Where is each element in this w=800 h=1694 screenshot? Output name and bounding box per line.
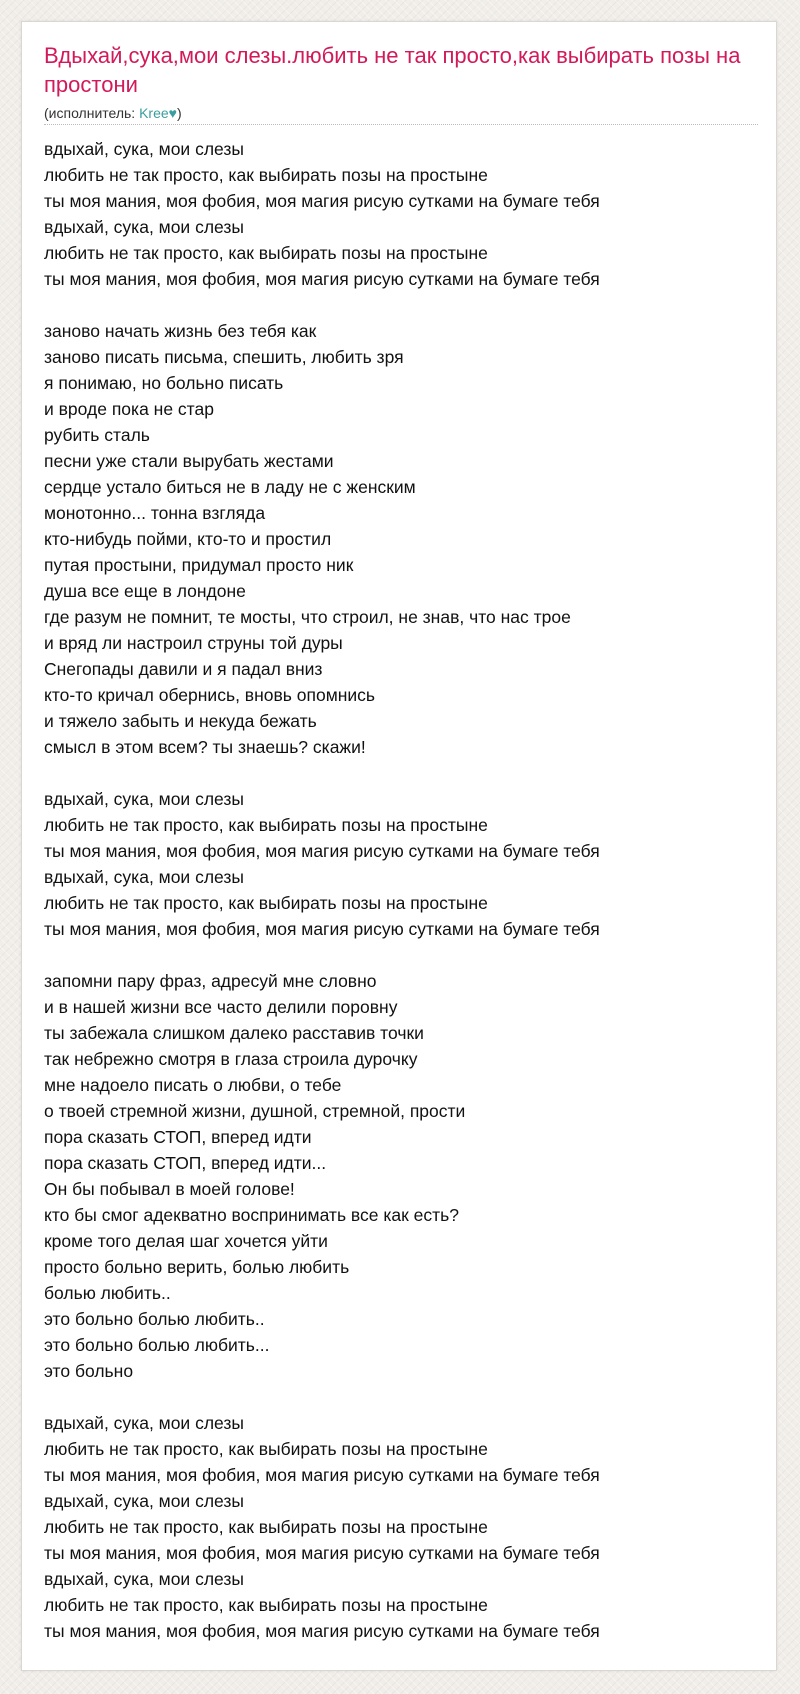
artist-suffix: ) — [176, 105, 182, 121]
lyrics-line: кто-то кричал обернись, вновь опомнись — [44, 685, 376, 705]
artist-prefix: (исполнитель: — [44, 105, 140, 121]
lyrics-line: рубить сталь — [44, 425, 150, 445]
lyrics-line: смысл в этом всем? ты знаешь? скажи! — [44, 737, 366, 757]
lyrics-line: Снегопады давили и я падал вниз — [44, 659, 323, 679]
lyrics-line: любить не так просто, как выбирать позы на простыне — [44, 1439, 488, 1459]
lyrics-text — [44, 136, 758, 1670]
lyrics-line: и вроде пока не стар — [44, 399, 214, 419]
lyrics-line: вдыхай, сука, мои слезы — [44, 1413, 244, 1433]
lyrics-line: любить не так просто, как выбирать позы на простыне — [44, 893, 488, 913]
lyrics-line: пора сказать СТОП, вперед идти — [44, 1127, 312, 1147]
lyrics-line: любить не так просто, как выбирать позы на простыне — [44, 1517, 488, 1537]
lyrics-line: ты моя мания, моя фобия, моя магия рисую сутками на бумаге тебя — [44, 1543, 600, 1563]
lyrics-line: вдыхай, сука, мои слезы — [44, 1569, 244, 1589]
lyrics-line: болью любить.. — [44, 1283, 171, 1303]
lyrics-line: ты моя мания, моя фобия, моя магия рисую сутками на бумаге тебя — [44, 1465, 600, 1485]
lyrics-line: это больно болью любить.. — [44, 1309, 265, 1329]
lyrics-line: и в нашей жизни все часто делили поровну — [44, 997, 398, 1017]
lyrics-stanza — [44, 786, 758, 942]
lyrics-line: вдыхай, сука, мои слезы — [44, 867, 244, 887]
lyrics-line: и вряд ли настроил струны той дуры — [44, 633, 343, 653]
lyrics-line: любить не так просто, как выбирать позы на простыне — [44, 243, 488, 263]
lyrics-line: запомни пару фраз, адресуй мне словно — [44, 971, 377, 991]
lyrics-line: сердце устало биться не в ладу не с женским — [44, 477, 416, 497]
song-title: Вдыхай,сука,мои слезы.любить не так просто,как выбирать позы на простони — [44, 43, 741, 97]
lyrics-line: душа все еще в лондоне — [44, 581, 246, 601]
lyrics-line: Он бы побывал в моей голове! — [44, 1179, 295, 1199]
lyrics-line: ты моя мания, моя фобия, моя магия рисую сутками на бумаге тебя — [44, 1621, 600, 1641]
lyrics-line: ты моя мания, моя фобия, моя магия рисую сутками на бумаге тебя — [44, 269, 600, 289]
lyrics-line: это больно болью любить... — [44, 1335, 270, 1355]
lyrics-line: это больно — [44, 1361, 134, 1381]
lyrics-line: о твоей стремной жизни, душной, стремной, прости — [44, 1101, 466, 1121]
lyrics-stanza — [44, 318, 758, 760]
artist-line — [44, 104, 182, 122]
lyrics-line: ты моя мания, моя фобия, моя магия рисую сутками на бумаге тебя — [44, 841, 600, 861]
lyrics-line: любить не так просто, как выбирать позы на простыне — [44, 165, 488, 185]
lyrics-line: ты моя мания, моя фобия, моя магия рисую сутками на бумаге тебя — [44, 191, 600, 211]
lyrics-line: любить не так просто, как выбирать позы на простыне — [44, 815, 488, 835]
lyrics-line: ты забежала слишком далеко расставив точки — [44, 1023, 424, 1043]
title-divider — [44, 124, 758, 125]
lyrics-line: вдыхай, сука, мои слезы — [44, 789, 244, 809]
lyrics-line: я понимаю, но больно писать — [44, 373, 284, 393]
lyrics-line: вдыхай, сука, мои слезы — [44, 139, 244, 159]
lyrics-line: и тяжело забыть и некуда бежать — [44, 711, 317, 731]
artist-link[interactable]: Kree♥ — [139, 105, 177, 121]
lyrics-stanza — [44, 968, 758, 1384]
lyrics-line: ты моя мания, моя фобия, моя магия рисую сутками на бумаге тебя — [44, 919, 600, 939]
lyrics-line: заново писать письма, спешить, любить зря — [44, 347, 404, 367]
lyrics-line: заново начать жизнь без тебя как — [44, 321, 317, 341]
lyrics-line: монотонно... тонна взгляда — [44, 503, 266, 523]
lyrics-line: песни уже стали вырубать жестами — [44, 451, 334, 471]
lyrics-stanza — [44, 136, 758, 292]
lyrics-line: пора сказать СТОП, вперед идти... — [44, 1153, 327, 1173]
lyrics-line: кто бы смог адекватно воспринимать все как есть? — [44, 1205, 460, 1225]
lyrics-stanza — [44, 1410, 758, 1644]
lyrics-line: вдыхай, сука, мои слезы — [44, 217, 244, 237]
lyrics-line: кто-нибудь пойми, кто-то и простил — [44, 529, 332, 549]
lyrics-line: где разум не помнит, те мосты, что строил, не знав, что нас трое — [44, 607, 571, 627]
lyrics-line: кроме того делая шаг хочется уйти — [44, 1231, 328, 1251]
lyrics-line: так небрежно смотря в глаза строила дурочку — [44, 1049, 418, 1069]
lyrics-card — [21, 21, 777, 1671]
lyrics-line: мне надоело писать о любви, о тебе — [44, 1075, 342, 1095]
lyrics-line: любить не так просто, как выбирать позы на простыне — [44, 1595, 488, 1615]
lyrics-line: путая простыни, придумал просто ник — [44, 555, 354, 575]
lyrics-line: вдыхай, сука, мои слезы — [44, 1491, 244, 1511]
lyrics-line: просто больно верить, болью любить — [44, 1257, 350, 1277]
